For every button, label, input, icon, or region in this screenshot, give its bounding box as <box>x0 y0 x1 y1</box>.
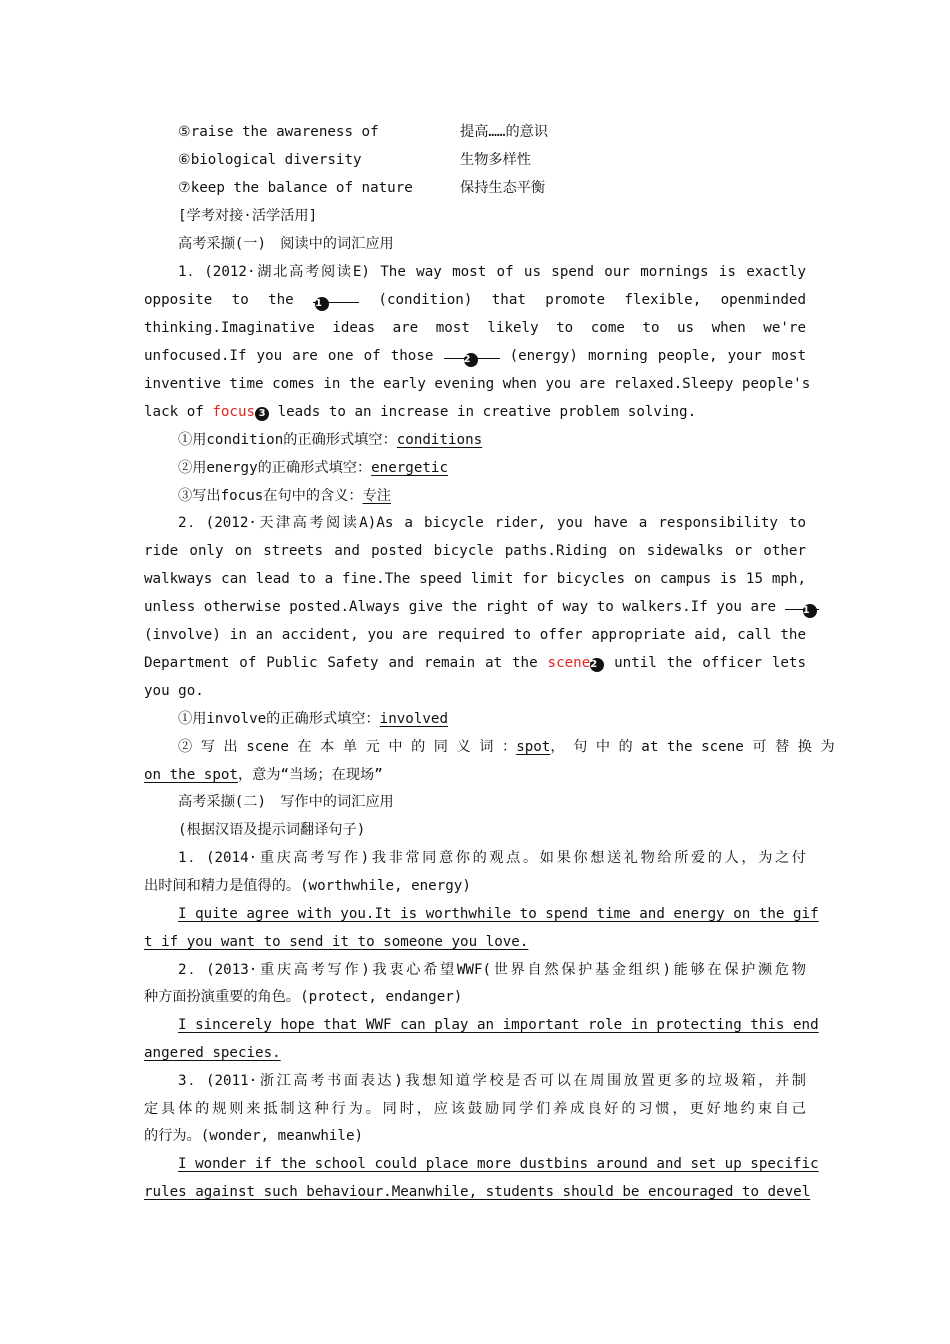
blank-1 <box>313 288 359 309</box>
q1-line4: unfocused.If you are one of those 2 (energy) morning people, your most <box>144 342 806 370</box>
q2-line6: Department of Public Safety and remain at the scene2 until the officer lets <box>144 655 807 671</box>
vocab-item: ⑤raise the awareness of <box>178 124 379 140</box>
q1-line1: 1．(2012·湖北高考阅读E) The way most of us spend our mornings is exactly <box>178 264 806 280</box>
scene-word: scene <box>547 655 591 671</box>
part2-note: (根据汉语及提示词翻译句子) <box>178 822 366 838</box>
q2-line1: 2．(2012·天津高考阅读A)As a bicycle rider, you have a responsibility to <box>178 515 806 531</box>
w1-answer-line2: t if you want to send it to someone you love. <box>144 934 529 950</box>
q1-line5: inventive time comes in the early evening when you are relaxed.Sleepy people's <box>144 376 811 392</box>
w2-line1: 2．(2013·重庆高考写作)我衷心希望WWF(世界自然保护基金组织)能够在保护濒危物 <box>178 962 806 978</box>
marker-3-icon: 3 <box>255 407 269 421</box>
q2-line4: unless otherwise posted.Always give the right of way to walkers.If you are 1 <box>144 593 806 621</box>
q1-answer-1: ①用condition的正确形式填空：conditions <box>178 432 483 448</box>
q1-line3: thinking.Imaginative ideas are most likely to come to us when we're <box>144 320 806 336</box>
marker-1-icon: 1 <box>803 604 817 618</box>
q2-line3: walkways can lead to a fine.The speed limit for bicycles on campus is 15 mph, <box>144 571 806 587</box>
part1-title: 高考采撷(一) 阅读中的词汇应用 <box>178 236 394 252</box>
w3-answer-line2: rules against such behaviour.Meanwhile, students should be encouraged to devel <box>144 1184 811 1200</box>
w3-line3: 的行为。(wonder, meanwhile) <box>144 1128 364 1144</box>
marker-1-icon: 1 <box>315 297 329 311</box>
q1-answer-2: ②用energy的正确形式填空：energetic <box>178 460 449 476</box>
w1-line2: 出时间和精力是值得的。(worthwhile, energy) <box>144 878 471 894</box>
vocab-translation: 生物多样性 <box>460 152 531 168</box>
w3-line2: 定具体的规则来抵制这种行为。同时，应该鼓励同学们养成良好的习惯，更好地约束自己 <box>144 1101 806 1117</box>
w1-answer-line1: I quite agree with you.It is worthwhile to spend time and energy on the gif <box>178 906 819 922</box>
vocab-translation: 提高……的意识 <box>460 124 549 140</box>
q2-answer-2: ② 写 出 scene 在 本 单 元 中 的 同 义 词 ：spot， 句 中 的 at the scene 可 替 换 为 <box>178 739 835 755</box>
q1-line6: lack of focus 3 leads to an increase in creative problem solving. <box>144 404 697 420</box>
w3-answer-line1: I wonder if the school could place more dustbins around and set up specific <box>178 1156 819 1172</box>
w2-line2: 种方面扮演重要的角色。(protect, endanger) <box>144 989 463 1005</box>
q1-answer-3: ③写出focus在句中的含义：专注 <box>178 488 391 504</box>
q2-answer-1: ①用involve的正确形式填空：involved <box>178 711 449 727</box>
marker-2-icon: 2 <box>464 353 478 367</box>
marker-2-icon: 2 <box>590 658 604 672</box>
focus-word: focus <box>212 404 256 420</box>
blank-1 <box>785 595 819 616</box>
part2-title: 高考采撷(二) 写作中的词汇应用 <box>178 794 394 810</box>
w3-line1: 3．(2011·浙江高考书面表达)我想知道学校是否可以在周围放置更多的垃圾箱，并制 <box>178 1073 806 1089</box>
w2-answer-line2: angered species. <box>144 1045 281 1061</box>
q2-line5: (involve) in an accident, you are required to offer appropriate aid, call the <box>144 627 806 643</box>
q2-line7: you go. <box>144 683 204 699</box>
q1-line2: opposite to the 1 (condition) that promote flexible, openminded <box>144 286 806 314</box>
w1-line1: 1．(2014·重庆高考写作)我非常同意你的观点。如果你想送礼物给所爱的人，为之付 <box>178 850 806 866</box>
q2-line2: ride only on streets and posted bicycle paths.Riding on sidewalks or other <box>144 543 806 559</box>
vocab-translation: 保持生态平衡 <box>460 180 546 196</box>
vocab-item: ⑦keep the balance of nature <box>178 180 413 196</box>
section-heading: [学考对接·活学活用] <box>178 208 318 224</box>
vocab-item: ⑥biological diversity <box>178 152 362 168</box>
w2-answer-line1: I sincerely hope that WWF can play an important role in protecting this end <box>178 1017 819 1033</box>
blank-2 <box>444 344 500 365</box>
q2-answer-2-cont: on the spot，意为“当场；在现场” <box>144 767 383 783</box>
